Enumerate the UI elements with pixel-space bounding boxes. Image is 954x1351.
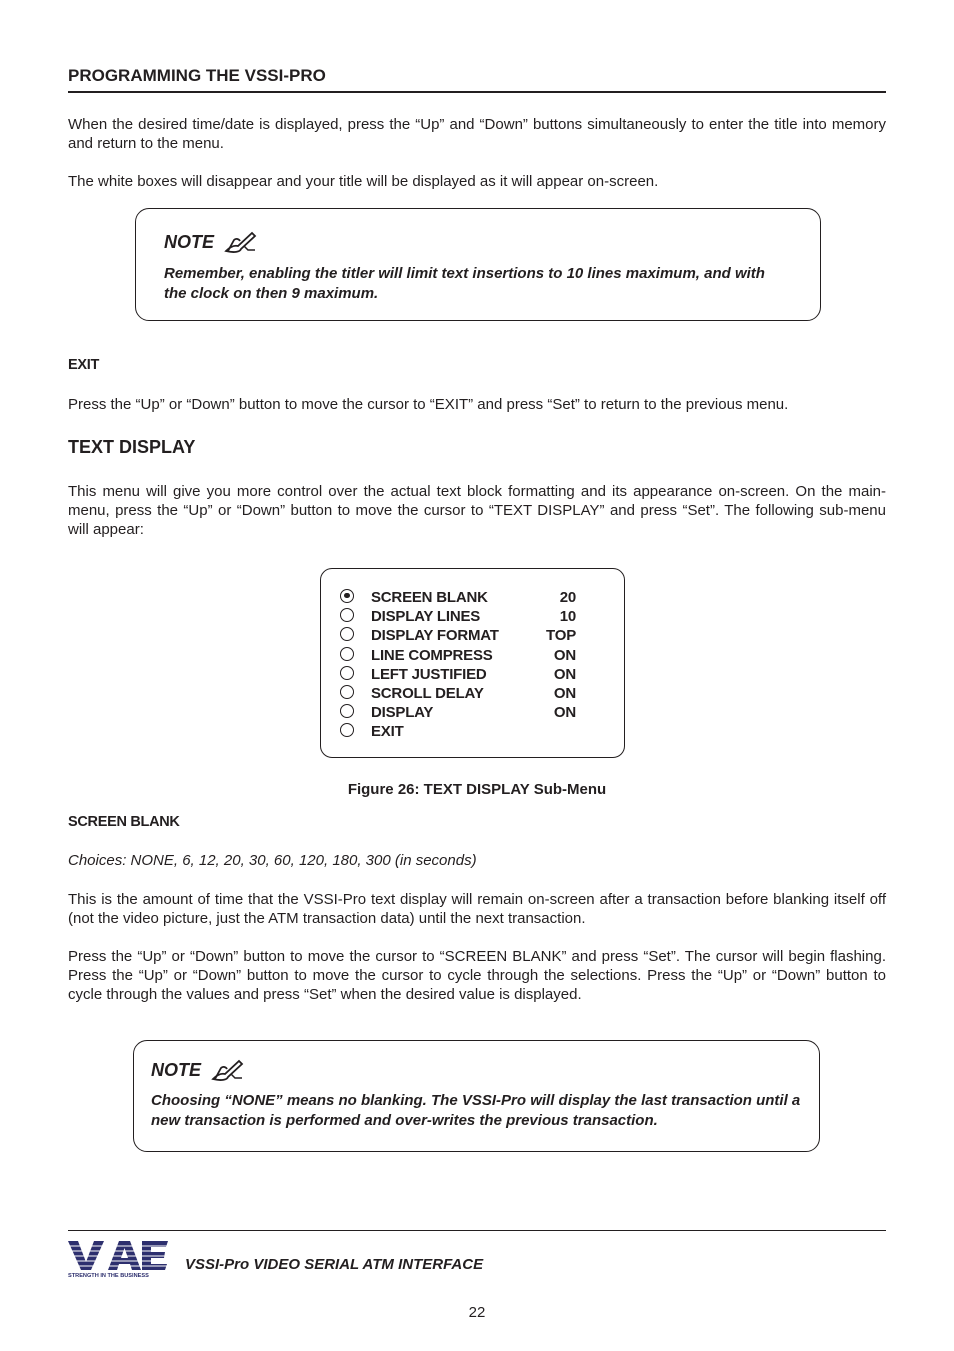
figure-caption: Figure 26: TEXT DISPLAY Sub-Menu: [347, 781, 607, 798]
radio-icon: [340, 704, 354, 718]
note-2-label: NOTE: [151, 1059, 202, 1080]
header-divider: [68, 91, 886, 93]
intro-paragraph-2: The white boxes will disappear and your title will be displayed as it will appear on-screen.: [68, 173, 659, 190]
writing-hand-icon: [222, 229, 258, 255]
writing-hand-icon: [209, 1057, 245, 1083]
exit-heading: EXIT: [68, 357, 100, 373]
note-1-heading: [164, 229, 258, 255]
menu-item-label: DISPLAY LINES: [371, 608, 481, 625]
text-display-submenu: [320, 568, 625, 758]
radio-icon: [340, 723, 354, 737]
logo-tagline: STRENGTH IN THE BUSINESS: [68, 1273, 149, 1279]
menu-item-value: ON: [553, 666, 576, 683]
note-box-1: [135, 208, 821, 321]
menu-item-label: LEFT JUSTIFIED: [371, 666, 487, 683]
radio-icon: [340, 627, 354, 641]
radio-icon: [340, 685, 354, 699]
text-display-paragraph: This menu will give you more control over the actual text block formatting and its appearance on-screen. On the main-menu, press the “Up” or “Down” button to move the cursor to “TEXT DISPLAY” and press “Set”. The following sub-menu will appear:: [68, 483, 886, 538]
menu-item-scroll-delay: [340, 684, 600, 703]
page-header-title: PROGRAMMING THE VSSI-PRO: [68, 66, 326, 85]
screen-blank-heading: SCREEN BLANK: [68, 814, 180, 830]
menu-item-left-justified: [340, 665, 600, 684]
menu-item-value: ON: [553, 704, 576, 721]
page-number: 22: [468, 1304, 486, 1321]
text-display-heading: TEXT DISPLAY: [68, 437, 196, 457]
menu-item-label: SCREEN BLANK: [371, 589, 488, 606]
ave-logo-icon: [68, 1238, 170, 1280]
menu-item-value: TOP: [546, 627, 576, 644]
menu-item-value: 10: [559, 608, 576, 625]
menu-item-value: ON: [553, 685, 576, 702]
radio-icon: [340, 647, 354, 661]
menu-item-label: DISPLAY: [371, 704, 434, 721]
note-2-heading: [151, 1057, 245, 1083]
screen-blank-paragraph-2: Press the “Up” or “Down” button to move the cursor to “SCREEN BLANK” and press “Set”. The cursor will begin flashing. Press the “Up” or “Down” button to move the cursor to cycle through the selections. Press the “Up” or “Down” button to cycle through the values and press “Set” when the desired value is displayed.: [68, 948, 886, 1003]
menu-item-screen-blank: [340, 588, 600, 607]
footer-divider: [68, 1230, 886, 1231]
menu-item-value: ON: [553, 647, 576, 664]
note-1-label: NOTE: [164, 231, 215, 252]
menu-item-label: SCROLL DELAY: [371, 685, 484, 702]
menu-item-display-format: [340, 626, 600, 645]
menu-item-label: DISPLAY FORMAT: [371, 627, 499, 644]
menu-item-value: 20: [559, 589, 576, 606]
note-1-text: Remember, enabling the titler will limit text insertions to 10 lines maximum, and with the clock on then 9 maximum.: [164, 265, 765, 302]
menu-item-label: EXIT: [371, 723, 404, 740]
menu-item-label: LINE COMPRESS: [371, 647, 493, 664]
intro-paragraph-1: When the desired time/date is displayed, press the “Up” and “Down” buttons simultaneously to enter the title into memory and return to the menu.: [68, 116, 886, 152]
screen-blank-choices: Choices: NONE, 6, 12, 20, 30, 60, 120, 180, 300 (in seconds): [68, 852, 477, 869]
radio-icon: [340, 608, 354, 622]
menu-item-display: [340, 703, 600, 722]
exit-paragraph: Press the “Up” or “Down” button to move the cursor to “EXIT” and press “Set” to return to the previous menu.: [68, 396, 789, 413]
screen-blank-paragraph-1: This is the amount of time that the VSSI-Pro text display will remain on-screen after a transaction before blanking itself off (not the video picture, just the ATM transaction data) until the next transaction.: [68, 891, 886, 927]
ave-logo: [68, 1238, 170, 1285]
menu-item-exit: [340, 722, 600, 741]
footer-title: VSSI-Pro VIDEO SERIAL ATM INTERFACE: [185, 1256, 484, 1273]
note-box-2: [133, 1040, 820, 1152]
menu-item-display-lines: [340, 607, 600, 626]
menu-item-line-compress: [340, 646, 600, 665]
radio-icon: [340, 666, 354, 680]
radio-selected-icon: [340, 589, 354, 603]
note-2-text: Choosing “NONE” means no blanking. The VSSI-Pro will display the last transaction until a new transaction is performed and over-writes the previous transaction.: [151, 1092, 801, 1129]
